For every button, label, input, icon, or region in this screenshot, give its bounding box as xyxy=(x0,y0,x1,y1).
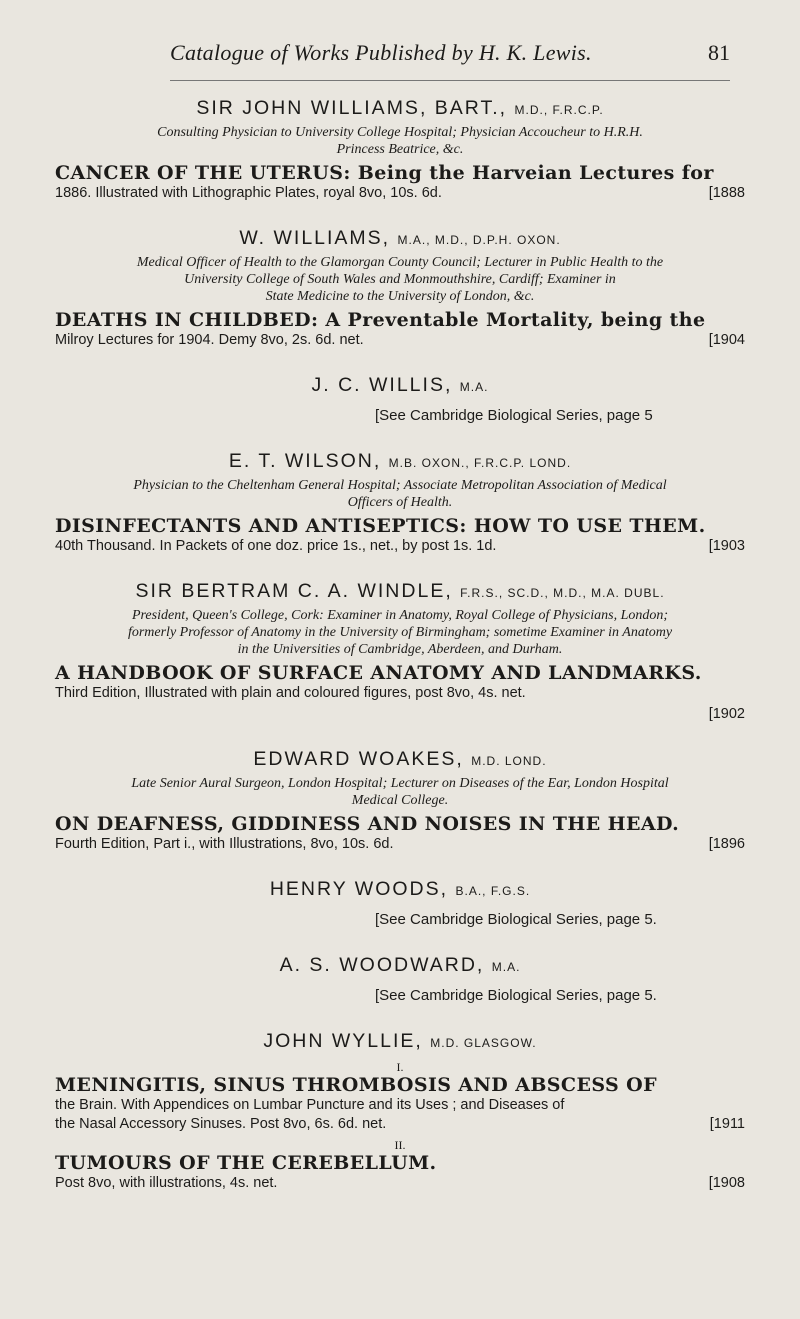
author-description xyxy=(55,477,745,511)
book-details-text: 40th Thousand. In Packets of one doz. price 1s., net., by post 1s. 1d. xyxy=(55,538,497,554)
catalogue-entry xyxy=(55,95,745,203)
author-name: SIR BERTRAM C. A. WINDLE, xyxy=(135,580,453,602)
catalogue-entry xyxy=(55,225,745,350)
catalogue-entry xyxy=(55,1028,745,1193)
publication-date: [1904 xyxy=(708,332,745,348)
book-title: ON DEAFNESS, GIDDINESS AND NOISES IN THE HEAD. xyxy=(55,813,680,835)
publication-date: [1911 xyxy=(709,1116,745,1132)
publication-date: [1902 xyxy=(708,706,745,722)
author-name: W. WILLIAMS, xyxy=(239,227,391,249)
author-degrees: B.A., F.G.S. xyxy=(455,884,531,898)
author-description xyxy=(55,254,745,305)
catalogue-entry xyxy=(55,952,745,1006)
book-details-text: the Nasal Accessory Sinuses. Post 8vo, 6s. 6d. net. xyxy=(55,1116,387,1132)
running-title: Catalogue of Works Published by H. K. Lewis. xyxy=(170,40,592,65)
publication-date: [1903 xyxy=(708,538,745,554)
author-heading xyxy=(55,952,745,980)
author-name: JOHN WYLLIE, xyxy=(263,1030,423,1052)
description-line: Physician to the Cheltenham General Hospital; Associate Metropolitan Association of Medical xyxy=(133,478,667,493)
author-description xyxy=(55,775,745,809)
book-details-text: 1886. Illustrated with Lithographic Plates, royal 8vo, 10s. 6d. xyxy=(55,185,442,201)
author-degrees: M.A. xyxy=(491,960,521,974)
book-details xyxy=(55,537,745,556)
author-degrees: M.B. OXON., F.R.C.P. LOND. xyxy=(388,456,572,470)
description-line: Late Senior Aural Surgeon, London Hospital; Lecturer on Diseases of the Ear, London Hospital xyxy=(131,776,669,791)
author-heading xyxy=(55,448,745,476)
book-details xyxy=(55,684,745,724)
cross-reference: [See Cambridge Biological Series, page 5 xyxy=(375,407,653,424)
book-title: MENINGITIS, SINUS THROMBOSIS AND ABSCESS OF xyxy=(55,1074,658,1096)
publication-date: [1908 xyxy=(708,1175,745,1191)
catalogue-entry xyxy=(55,876,745,930)
catalogue-entry xyxy=(55,448,745,556)
description-line: Medical College. xyxy=(351,793,449,808)
author-description xyxy=(55,124,745,158)
book-title: CANCER OF THE UTERUS: Being the Harveian Lectures for xyxy=(55,162,714,184)
description-line: Officers of Health. xyxy=(347,495,453,510)
author-heading xyxy=(55,578,745,606)
book-details-text: Post 8vo, with illustrations, 4s. net. xyxy=(55,1175,278,1191)
book-title: A HANDBOOK OF SURFACE ANATOMY AND LANDMARKS. xyxy=(55,662,702,684)
book-details xyxy=(55,1096,745,1134)
description-line: in the Universities of Cambridge, Aberdeen, and Durham. xyxy=(237,642,563,657)
catalogue-entries xyxy=(55,95,745,1215)
description-line: Medical Officer of Health to the Glamorgan County Council; Lecturer in Public Health to the xyxy=(136,255,664,270)
author-name: SIR JOHN WILLIAMS, BART., xyxy=(196,97,508,119)
part-number: I. xyxy=(396,1060,404,1074)
author-degrees: F.R.S., SC.D., M.D., M.A. DUBL. xyxy=(460,586,665,600)
catalogue-entry xyxy=(55,578,745,724)
author-heading xyxy=(55,1028,745,1056)
book-details xyxy=(55,184,745,203)
book-title: DISINFECTANTS AND ANTISEPTICS: HOW TO USE THEM. xyxy=(55,515,706,537)
author-name: EDWARD WOAKES, xyxy=(253,748,464,770)
author-heading xyxy=(55,225,745,253)
author-heading xyxy=(55,372,745,400)
author-heading xyxy=(55,876,745,904)
author-heading xyxy=(55,95,745,123)
book-details-text: Milroy Lectures for 1904. Demy 8vo, 2s. 6d. net. xyxy=(55,332,364,348)
description-line: State Medicine to the University of London, &c. xyxy=(265,289,535,304)
author-heading xyxy=(55,746,745,774)
catalogue-entry xyxy=(55,372,745,426)
cross-reference: [See Cambridge Biological Series, page 5. xyxy=(375,911,657,928)
author-name: E. T. WILSON, xyxy=(228,450,382,472)
author-description xyxy=(55,607,745,658)
part-number: II. xyxy=(394,1138,406,1152)
description-line: Consulting Physician to University College Hospital; Physician Accoucheur to H.R.H. xyxy=(157,125,643,140)
book-details xyxy=(55,835,745,854)
running-head xyxy=(170,40,730,74)
book-title: TUMOURS OF THE CEREBELLUM. xyxy=(55,1152,437,1174)
book-details-line xyxy=(55,1115,745,1134)
book-title: DEATHS IN CHILDBED: A Preventable Mortality, being the xyxy=(55,309,706,331)
author-name: J. C. WILLIS, xyxy=(311,374,453,396)
author-degrees: M.D., F.R.C.P. xyxy=(514,103,604,117)
author-degrees: M.A., M.D., D.P.H. OXON. xyxy=(397,233,561,247)
publication-date: [1896 xyxy=(708,836,745,852)
page-number: 81 xyxy=(708,40,730,65)
author-name: A. S. WOODWARD, xyxy=(279,954,485,976)
description-line: formerly Professor of Anatomy in the University of Birmingham; sometime Examiner in Anatomy xyxy=(127,625,673,640)
description-line: University College of South Wales and Monmouthshire, Cardiff; Examiner in xyxy=(184,272,616,287)
book-details xyxy=(55,331,745,350)
author-degrees: M.D. LOND. xyxy=(471,754,547,768)
author-degrees: M.A. xyxy=(459,380,489,394)
book-details-text: the Brain. With Appendices on Lumbar Puncture and its Uses ; and Diseases of xyxy=(55,1097,565,1113)
author-name: HENRY WOODS, xyxy=(269,878,449,900)
publication-date: [1888 xyxy=(708,185,745,201)
catalogue-entry xyxy=(55,746,745,854)
book-details xyxy=(55,1174,745,1193)
description-line: Princess Beatrice, &c. xyxy=(336,142,464,157)
book-details-text: Third Edition, Illustrated with plain and coloured figures, post 8vo, 4s. net. xyxy=(55,685,526,701)
cross-reference: [See Cambridge Biological Series, page 5. xyxy=(375,987,657,1004)
book-details-text: Fourth Edition, Part i., with Illustrations, 8vo, 10s. 6d. xyxy=(55,836,394,852)
author-degrees: M.D. GLASGOW. xyxy=(430,1036,537,1050)
description-line: President, Queen's College, Cork: Examiner in Anatomy, Royal College of Physicians, London; xyxy=(131,608,669,623)
header-rule xyxy=(170,80,730,81)
